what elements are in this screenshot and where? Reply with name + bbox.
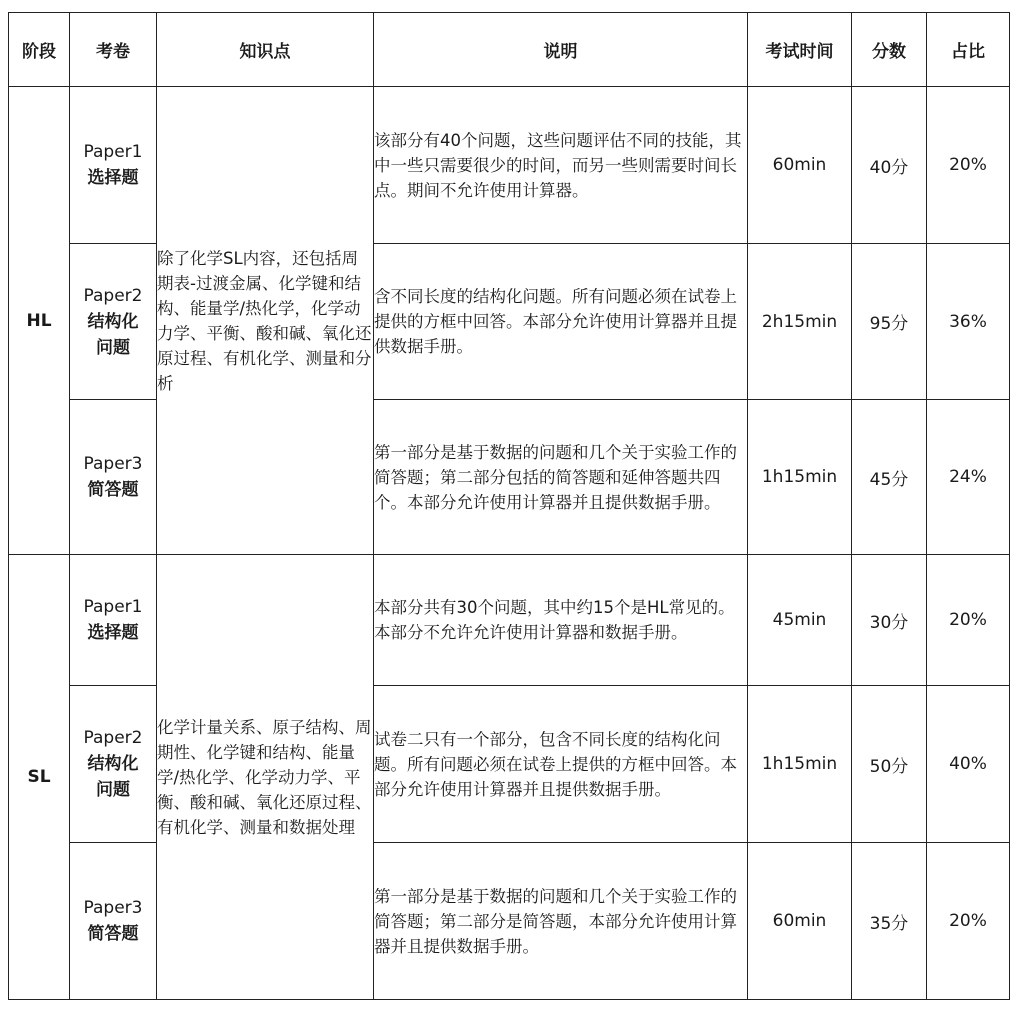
header-paper: 考卷 <box>70 13 157 87</box>
paper-cell <box>70 843 157 1000</box>
paper-type: 结构化问题 <box>87 311 139 358</box>
description-cell: 本部分共有30个问题，其中约15个是HL常见的。本部分不允许允许使用计算器和数据手册。 <box>374 555 748 686</box>
exam-time-cell: 1h15min <box>748 400 852 555</box>
paper-type: 简答题 <box>87 480 139 500</box>
exam-time-cell: 1h15min <box>748 686 852 843</box>
ratio-cell: 36% <box>927 244 1010 400</box>
paper-name: Paper3 <box>83 898 143 918</box>
description-cell: 该部分有40个问题，这些问题评估不同的技能，其中一些只需要很少的时间，而另一些则需要时间长点。期间不允许使用计算器。 <box>374 87 748 244</box>
score-cell: 30分 <box>852 555 927 686</box>
header-ratio: 占比 <box>927 13 1010 87</box>
score-cell: 50分 <box>852 686 927 843</box>
paper-cell <box>70 555 157 686</box>
paper-type: 简答题 <box>87 924 139 944</box>
description-cell: 试卷二只有一个部分，包含不同长度的结构化问题。所有问题必须在试卷上提供的方框中回答。本部分允许使用计算器并且提供数据手册。 <box>374 686 748 843</box>
header-knowledge: 知识点 <box>157 13 374 87</box>
description-cell: 第一部分是基于数据的问题和几个关于实验工作的简答题；第二部分是简答题，本部分允许使用计算器并且提供数据手册。 <box>374 843 748 1000</box>
ratio-cell: 20% <box>927 555 1010 686</box>
exam-structure-table <box>8 12 1010 1000</box>
ratio-cell: 24% <box>927 400 1010 555</box>
header-row <box>9 13 1010 87</box>
exam-time-cell: 60min <box>748 843 852 1000</box>
paper-type: 结构化问题 <box>87 754 139 800</box>
paper-cell <box>70 686 157 843</box>
score-cell: 95分 <box>852 244 927 400</box>
stage-cell-hl: HL <box>9 87 70 555</box>
ratio-cell: 20% <box>927 843 1010 1000</box>
knowledge-cell-hl: 除了化学SL内容，还包括周期表-过渡金属、化学键和结构、能量学/热化学，化学动力学、平衡、酸和碱、氧化还原过程、有机化学、测量和分析 <box>157 87 374 555</box>
paper-name: Paper1 <box>83 597 143 617</box>
paper-cell <box>70 87 157 244</box>
knowledge-cell-sl: 化学计量关系、原子结构、周期性、化学键和结构、能量学/热化学、化学动力学、平衡、酸和碱、氧化还原过程、有机化学、测量和数据处理 <box>157 555 374 1000</box>
header-score: 分数 <box>852 13 927 87</box>
ratio-cell: 20% <box>927 87 1010 244</box>
header-description: 说明 <box>374 13 748 87</box>
paper-cell <box>70 400 157 555</box>
description-cell: 第一部分是基于数据的问题和几个关于实验工作的简答题；第二部分包括的简答题和延伸答题共四个。本部分允许使用计算器并且提供数据手册。 <box>374 400 748 555</box>
stage-cell-sl: SL <box>9 555 70 1000</box>
paper-name: Paper3 <box>83 454 143 474</box>
header-exam-time: 考试时间 <box>748 13 852 87</box>
paper-name: Paper2 <box>83 728 143 748</box>
exam-time-cell: 2h15min <box>748 244 852 400</box>
paper-name: Paper1 <box>83 142 143 162</box>
paper-name: Paper2 <box>83 285 143 306</box>
description-cell: 含不同长度的结构化问题。所有问题必须在试卷上提供的方框中回答。本部分允许使用计算器并且提供数据手册。 <box>374 244 748 400</box>
paper-cell <box>70 244 157 400</box>
paper-type: 选择题 <box>87 168 139 188</box>
exam-time-cell: 60min <box>748 87 852 244</box>
score-cell: 45分 <box>852 400 927 555</box>
table-row <box>9 555 1010 686</box>
paper-type: 选择题 <box>87 623 139 643</box>
score-cell: 35分 <box>852 843 927 1000</box>
header-stage: 阶段 <box>9 13 70 87</box>
score-cell: 40分 <box>852 87 927 244</box>
exam-time-cell: 45min <box>748 555 852 686</box>
table-row <box>9 87 1010 244</box>
ratio-cell: 40% <box>927 686 1010 843</box>
